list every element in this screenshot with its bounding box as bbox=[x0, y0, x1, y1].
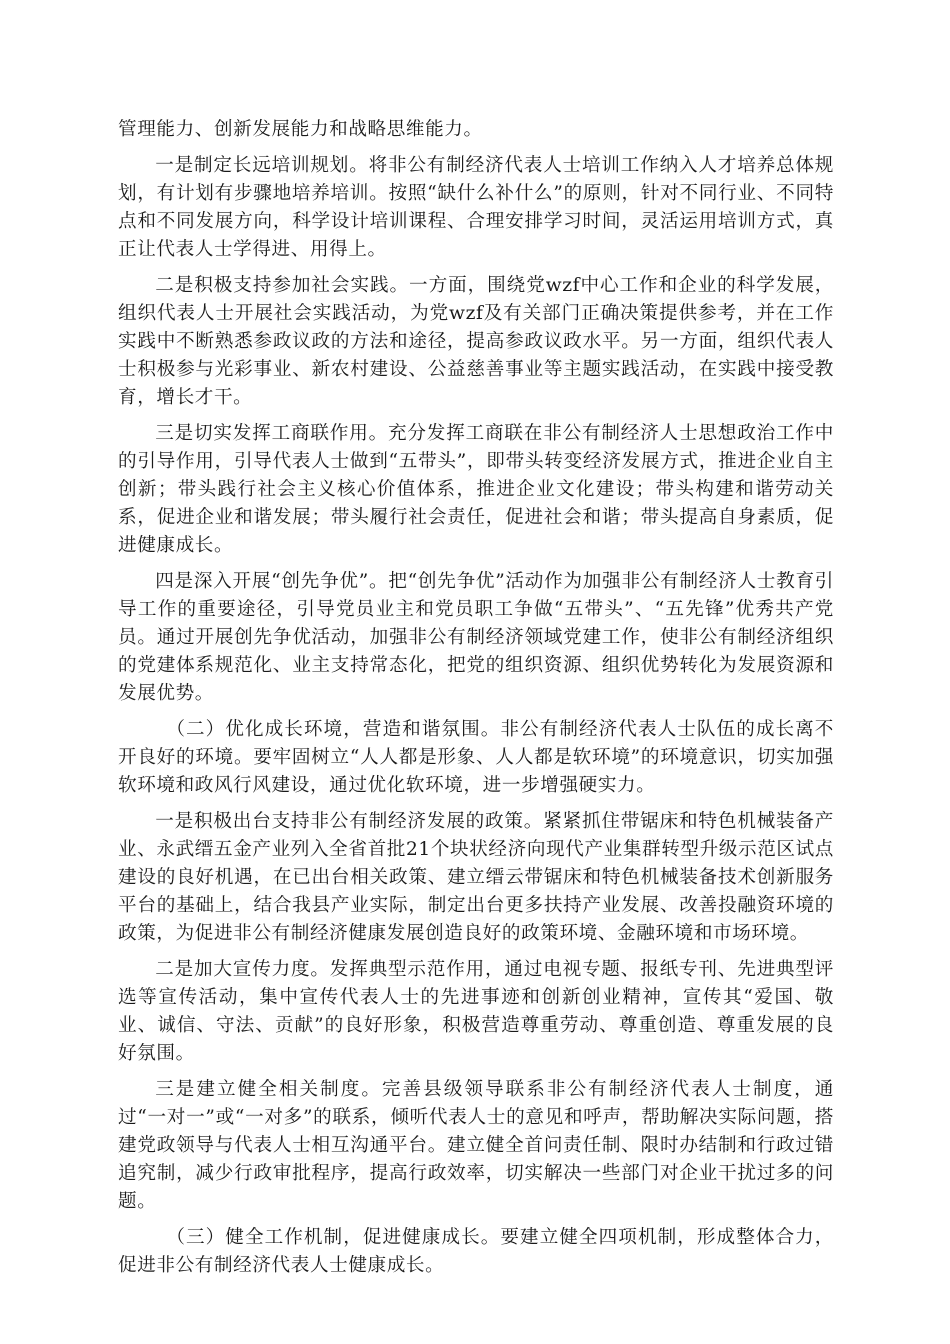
paragraph-training-plan: 一是制定长远培训规划。将非公有制经济代表人士培训工作纳入人才培养总体规划，有计划有步骤地培养培训。按照“缺什么补什么”的原则，针对不同行业、不同特点和不同发展方向，科学设计培训课程、合理安排学习时间，灵活运用培训方式，真正让代表人士学得进、用得上。 bbox=[118, 155, 834, 260]
paragraph-continuation: 管理能力、创新发展能力和战略思维能力。 bbox=[118, 119, 483, 140]
section-heading-environment: （二）优化成长环境，营造和谐氛围。非公有制经济代表人士队伍的成长离不开良好的环境。要牢固树立“人人都是形象、人人都是软环境”的环境意识，切实加强软环境和政风行风建设，通过优化软环境，进一步增强硬实力。 bbox=[118, 719, 834, 796]
document-body bbox=[118, 116, 834, 1288]
paragraph-publicity: 二是加大宣传力度。发挥典型示范作用，通过电视专题、报纸专刊、先进典型评选等宣传活动，集中宣传代表人士的先进事迹和创新创业精神，宣传其“爱国、敬业、诚信、守法、贡献”的良好形象，积极营造尊重劳动、尊重创造、尊重发展的良好氛围。 bbox=[118, 959, 834, 1064]
paragraph-systems: 三是建立健全相关制度。完善县级领导联系非公有制经济代表人士制度，通过“一对一”或“一对多”的联系，倾听代表人士的意见和呼声，帮助解决实际问题，搭建党政领导与代表人士相互沟通平台。建立健全首问责任制、限时办结制和行政过错追究制，减少行政审批程序，提高行政效率，切实解决一些部门对企业干扰过多的问题。 bbox=[118, 1079, 834, 1212]
paragraph-excellence-campaign: 四是深入开展“创先争优”。把“创先争优”活动作为加强非公有制经济人士教育引导工作的重要途径，引导党员业主和党员职工争做“五带头”、“五先锋”优秀共产党员。通过开展创先争优活动，加强非公有制经济领域党建工作，使非公有制经济组织的党建体系规范化、业主支持常态化，把党的组织资源、组织优势转化为发展资源和发展优势。 bbox=[118, 571, 834, 704]
paragraph-social-practice: 二是积极支持参加社会实践。一方面，围绕党wzf中心工作和企业的科学发展，组织代表人士开展社会实践活动，为党wzf及有关部门正确决策提供参考，并在工作实践中不断熟悉参政议政的方法和途径，提高参政议政水平。另一方面，组织代表人士积极参与光彩事业、新农村建设、公益慈善事业等主题实践活动，在实践中接受教育，增长才干。 bbox=[118, 275, 834, 408]
paragraph-federation-role: 三是切实发挥工商联作用。充分发挥工商联在非公有制经济人士思想政治工作中的引导作用，引导代表人士做到“五带头”，即带头转变经济发展方式，推进企业自主创新；带头践行社会主义核心价值体系，推进企业文化建设；带头构建和谐劳动关系，促进企业和谐发展；带头履行社会责任，促进社会和谐；带头提高自身素质，促进健康成长。 bbox=[118, 423, 834, 556]
paragraph-policy-support: 一是积极出台支持非公有制经济发展的政策。紧紧抓住带锯床和特色机械装备产业、永武缙五金产业列入全省首批21个块状经济向现代产业集群转型升级示范区试点建设的良好机遇，在已出台相关政策、建立缙云带锯床和特色机械装备技术创新服务平台的基础上，结合我县产业实际，制定出台更多扶持产业发展、改善投融资环境的政策，为促进非公有制经济健康发展创造良好的政策环境、金融环境和市场环境。 bbox=[118, 811, 834, 944]
section-heading-mechanisms: （三）健全工作机制，促进健康成长。要建立健全四项机制，形成整体合力，促进非公有制经济代表人士健康成长。 bbox=[118, 1227, 834, 1276]
